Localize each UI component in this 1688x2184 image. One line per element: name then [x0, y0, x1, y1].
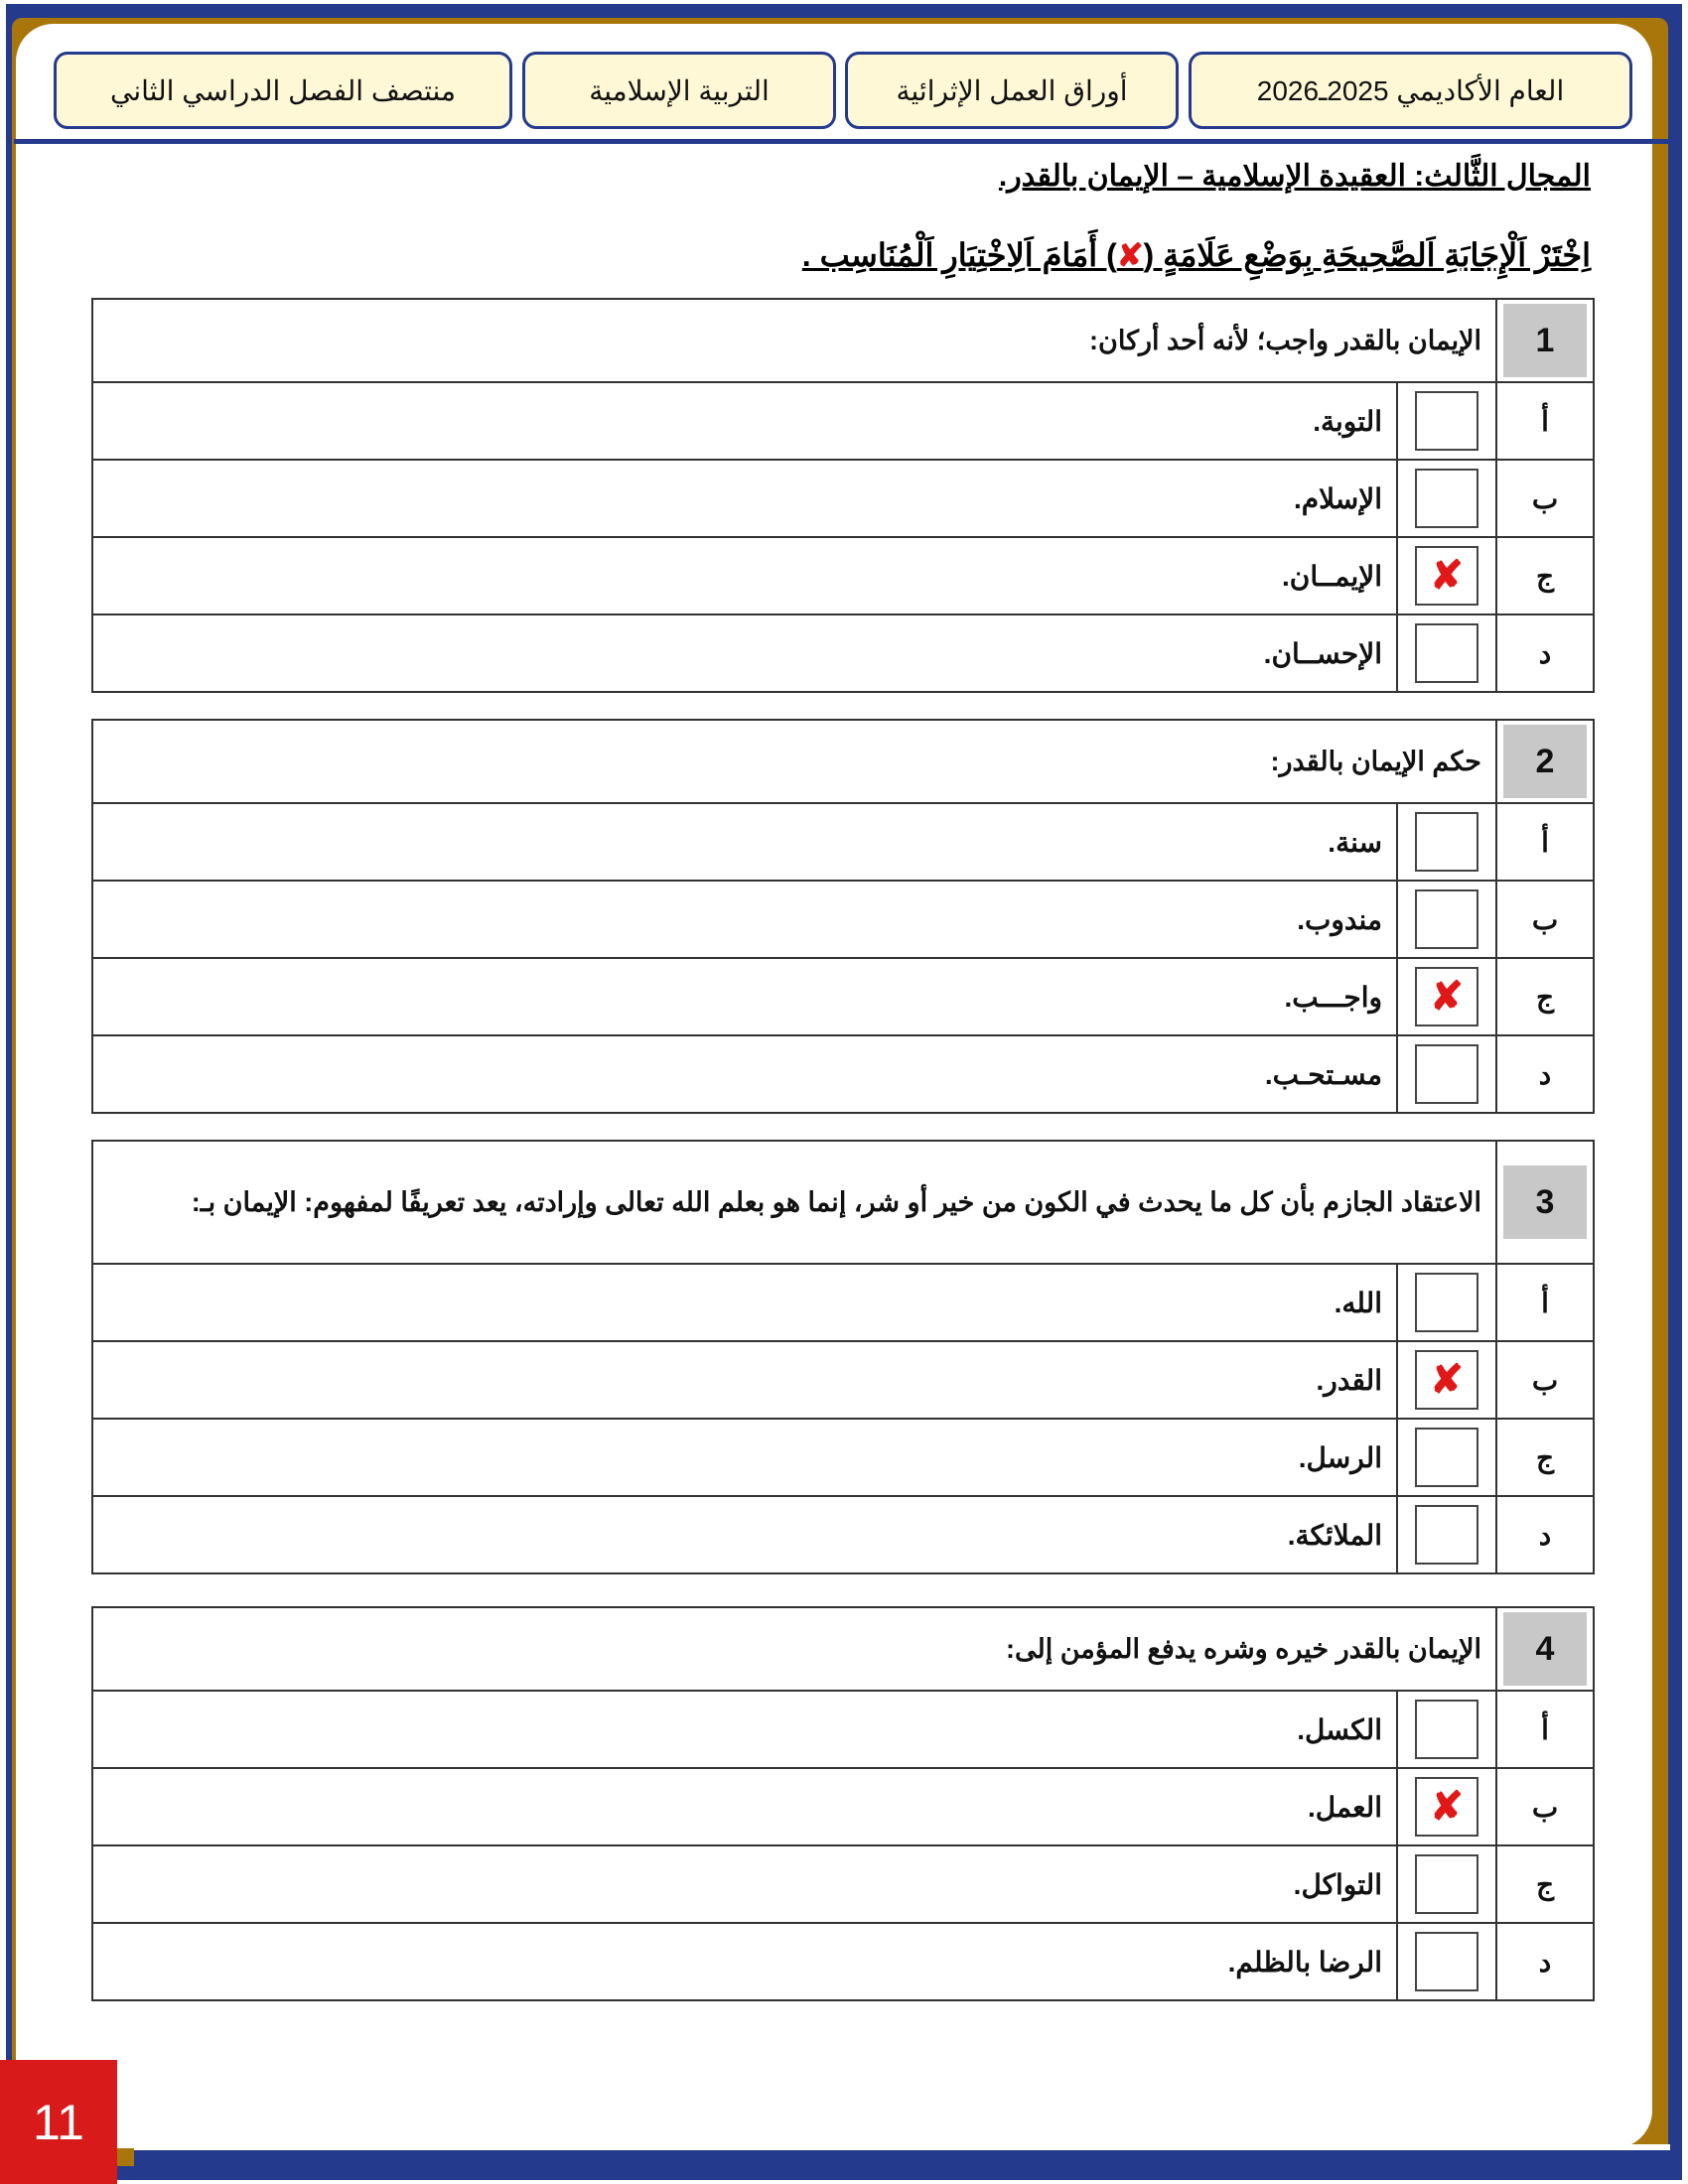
- option-row: [92, 1264, 1594, 1341]
- option-text: الإحســان.: [92, 614, 1397, 692]
- question-number-cell: [1496, 299, 1594, 382]
- question-number: 4: [1503, 1612, 1587, 1686]
- option-text: التواكل.: [92, 1845, 1397, 1923]
- option-text: الملائكة.: [92, 1496, 1397, 1573]
- option-letter: ب: [1496, 1341, 1594, 1419]
- option-row: [92, 1845, 1594, 1923]
- question-text: الاعتقاد الجازم بأن كل ما يحدث في الكون من خير أو شر، إنما هو بعلم الله تعالى وإرادته، يعد تعريفًا لمفهوم: الإيمان بـ:: [92, 1141, 1496, 1264]
- option-checkbox-cell: [1397, 1691, 1496, 1768]
- x-mark-icon: ✘: [1116, 237, 1144, 273]
- option-checkbox[interactable]: [1415, 1700, 1478, 1759]
- header-pill-label: التربية الإسلامية: [589, 74, 770, 106]
- option-checkbox-cell: [1397, 803, 1496, 881]
- option-checkbox-cell: [1397, 1035, 1496, 1113]
- page-number: 11: [33, 2094, 84, 2150]
- option-text: الرسل.: [92, 1419, 1397, 1496]
- question-number-cell: [1496, 1607, 1594, 1691]
- option-letter: ج: [1496, 1419, 1594, 1496]
- option-text: مندوب.: [92, 881, 1397, 958]
- option-checkbox-cell: [1397, 460, 1496, 537]
- question-number: 3: [1503, 1165, 1587, 1239]
- option-row: [92, 881, 1594, 958]
- question-table: [91, 719, 1595, 1114]
- option-checkbox-cell: [1397, 958, 1496, 1035]
- option-letter: أ: [1496, 1691, 1594, 1768]
- question-text: حكم الإيمان بالقدر:: [92, 720, 1496, 803]
- option-text: الإيمــان.: [92, 537, 1397, 614]
- option-row: [92, 537, 1594, 614]
- question-row: [92, 299, 1594, 382]
- page-number-badge: [0, 2060, 117, 2184]
- instruction-part: ) أَمَامَ اَلِاخْتِيَارِ اَلْمُنَاسِب .: [801, 237, 1117, 273]
- option-checkbox-cell: [1397, 1264, 1496, 1341]
- option-letter: د: [1496, 614, 1594, 692]
- option-text: الإسلام.: [92, 460, 1397, 537]
- option-checkbox[interactable]: [1415, 623, 1478, 683]
- option-text: سنة.: [92, 803, 1397, 881]
- option-text: الرضا بالظلم.: [92, 1923, 1397, 2000]
- option-letter: ج: [1496, 958, 1594, 1035]
- option-letter: أ: [1496, 1264, 1594, 1341]
- option-checkbox[interactable]: [1415, 812, 1478, 872]
- header-pill-label: العام الأكاديمي 2025ـ2026: [1256, 74, 1565, 106]
- option-letter: د: [1496, 1923, 1594, 2000]
- option-checkbox-cell: [1397, 1768, 1496, 1845]
- option-row: [92, 382, 1594, 460]
- option-checkbox-cell: [1397, 537, 1496, 614]
- question-text: الإيمان بالقدر واجب؛ لأنه أحد أركان:: [92, 299, 1496, 382]
- option-checkbox[interactable]: [1415, 1505, 1478, 1565]
- option-text: الله.: [92, 1264, 1397, 1341]
- option-text: التوبة.: [92, 382, 1397, 460]
- option-letter: ج: [1496, 1845, 1594, 1923]
- domain-title: المجال الثَّالث: العقيدة الإسلامية – الإيمان بالقدر.: [998, 160, 1591, 193]
- question-table: [91, 1140, 1595, 1574]
- option-row: [92, 1341, 1594, 1419]
- option-row: [92, 1768, 1594, 1845]
- option-checkbox[interactable]: [1415, 546, 1478, 606]
- option-checkbox[interactable]: [1415, 1044, 1478, 1104]
- header-pill-academic-year: [1189, 52, 1632, 129]
- option-row: [92, 1035, 1594, 1113]
- option-text: واجـــب.: [92, 958, 1397, 1035]
- question-number-cell: [1496, 720, 1594, 803]
- header-row: [54, 52, 1632, 133]
- x-mark-icon: ✘: [1430, 1785, 1464, 1829]
- x-mark-icon: ✘: [1430, 554, 1464, 598]
- option-text: القدر.: [92, 1341, 1397, 1419]
- option-letter: ب: [1496, 1768, 1594, 1845]
- header-pill-subject: [522, 52, 836, 129]
- header-pill-label: أوراق العمل الإثرائية: [896, 74, 1128, 106]
- question-text: الإيمان بالقدر خيره وشره يدفع المؤمن إلى:: [92, 1607, 1496, 1691]
- option-row: [92, 1923, 1594, 2000]
- header-pill-term: [54, 52, 512, 129]
- instruction-part: اِخْتَرْ اَلْإِجَابَةِ اَلصَّحِيحَةِ بِوَضْعِ عَلَامَةٍ (: [1143, 237, 1591, 273]
- bottom-bar: [134, 2150, 1670, 2168]
- x-mark-icon: ✘: [1430, 975, 1464, 1019]
- option-checkbox[interactable]: [1415, 1777, 1478, 1837]
- option-text: مسـتحـب.: [92, 1035, 1397, 1113]
- option-row: [92, 460, 1594, 537]
- question-table: [91, 298, 1595, 693]
- option-letter: د: [1496, 1035, 1594, 1113]
- option-checkbox[interactable]: [1415, 967, 1478, 1026]
- option-checkbox[interactable]: [1415, 889, 1478, 949]
- question-table: [91, 1606, 1595, 2001]
- option-text: الكسل.: [92, 1691, 1397, 1768]
- option-checkbox-cell: [1397, 1496, 1496, 1573]
- option-letter: أ: [1496, 382, 1594, 460]
- question-number-cell: [1496, 1141, 1594, 1264]
- option-row: [92, 1496, 1594, 1573]
- question-row: [92, 1607, 1594, 1691]
- option-letter: أ: [1496, 803, 1594, 881]
- option-checkbox[interactable]: [1415, 1428, 1478, 1487]
- option-letter: ب: [1496, 881, 1594, 958]
- header-divider: [14, 139, 1674, 144]
- option-checkbox[interactable]: [1415, 391, 1478, 451]
- question-number: 2: [1503, 725, 1587, 798]
- option-checkbox-cell: [1397, 881, 1496, 958]
- option-checkbox-cell: [1397, 1419, 1496, 1496]
- option-letter: د: [1496, 1496, 1594, 1573]
- question-row: [92, 1141, 1594, 1264]
- option-checkbox[interactable]: [1415, 1932, 1478, 1991]
- x-mark-icon: ✘: [1430, 1358, 1464, 1402]
- option-checkbox-cell: [1397, 1845, 1496, 1923]
- option-row: [92, 614, 1594, 692]
- option-checkbox-cell: [1397, 1923, 1496, 2000]
- option-row: [92, 1419, 1594, 1496]
- option-checkbox[interactable]: [1415, 1273, 1478, 1332]
- option-letter: ج: [1496, 537, 1594, 614]
- option-checkbox-cell: [1397, 382, 1496, 460]
- option-checkbox[interactable]: [1415, 1350, 1478, 1410]
- option-row: [92, 803, 1594, 881]
- instruction-text: [802, 236, 1591, 274]
- option-checkbox[interactable]: [1415, 1854, 1478, 1914]
- option-checkbox-cell: [1397, 1341, 1496, 1419]
- header-pill-worksheets: [845, 52, 1179, 129]
- option-row: [92, 1691, 1594, 1768]
- question-row: [92, 720, 1594, 803]
- option-row: [92, 958, 1594, 1035]
- question-number: 1: [1503, 304, 1587, 377]
- header-pill-label: منتصف الفصل الدراسي الثاني: [110, 74, 456, 106]
- option-checkbox[interactable]: [1415, 469, 1478, 528]
- option-checkbox-cell: [1397, 614, 1496, 692]
- option-letter: ب: [1496, 460, 1594, 537]
- option-text: العمل.: [92, 1768, 1397, 1845]
